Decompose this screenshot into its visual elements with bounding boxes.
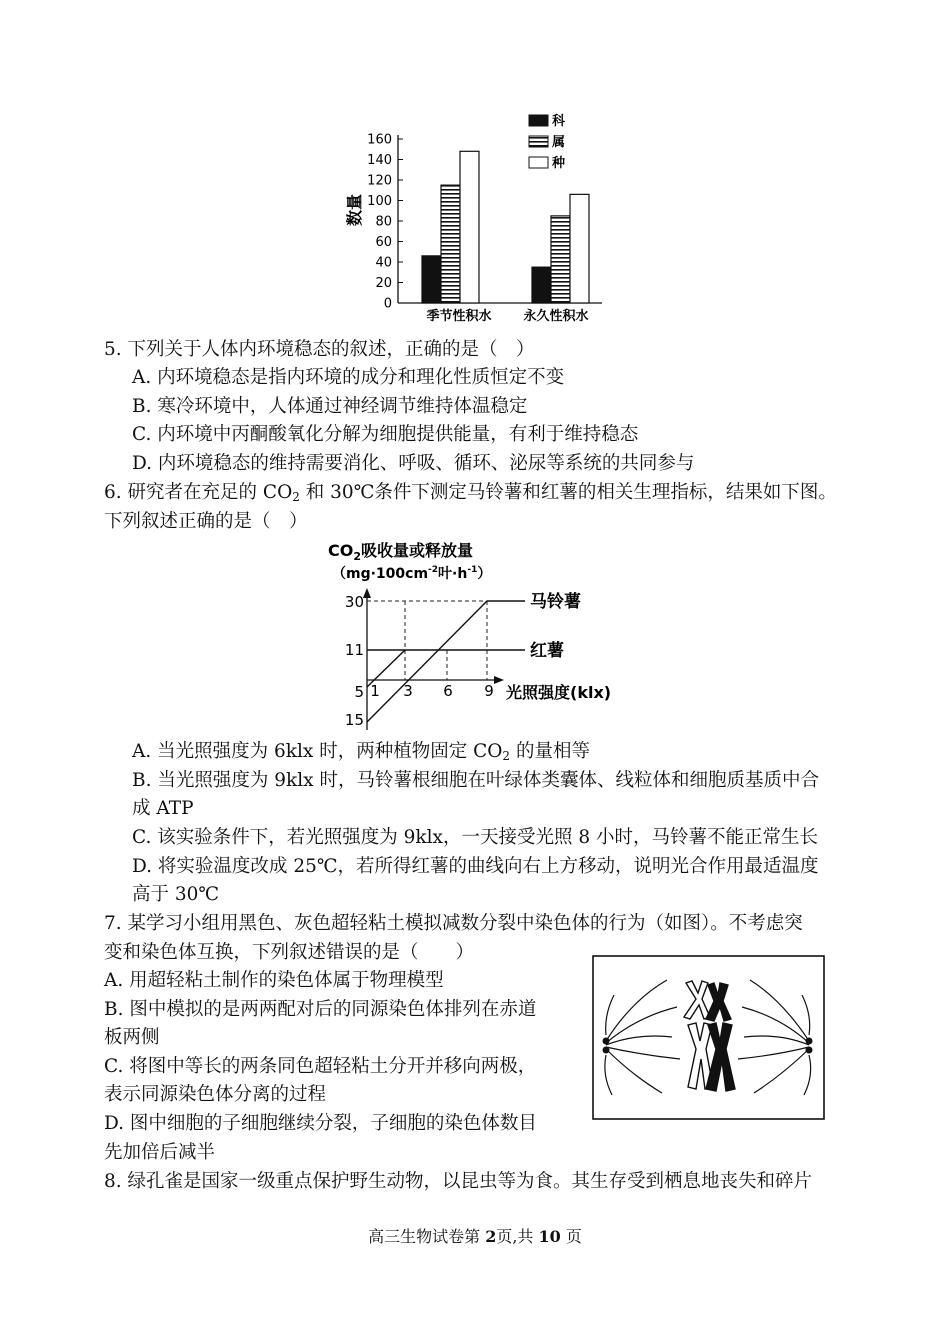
- bar-1-2: [570, 194, 589, 303]
- q7-stem-line2: 变和染色体互换，下列叙述错误的是（ ）: [104, 942, 475, 963]
- y-label-5: 5: [354, 683, 364, 701]
- q6-stem-line2: 下列叙述正确的是（ ）: [104, 511, 308, 532]
- graph-title: $CO_2$吸收量或释放量: [328, 541, 474, 563]
- q7-stem-line1: 7. 某学习小组用黑色、灰色超轻粘土模拟减数分裂中染色体的行为（如图）。不考虑突: [104, 913, 803, 934]
- sweet-potato-label: 红薯: [530, 641, 564, 661]
- graph-x-label: 光照强度(klx): [506, 683, 612, 702]
- x-label-1: 1: [370, 682, 380, 700]
- q5-option-d: D. 内环境稳态的维持需要消化、呼吸、循环、泌尿等系统的共同参与: [132, 453, 695, 474]
- page-footer: 高三生物试卷第 2页,共 10 页: [368, 1227, 582, 1246]
- bar-1-1: [551, 216, 570, 303]
- q6-option-b-line2: 成 ATP: [132, 798, 194, 819]
- q7-option-d-line2: 先加倍后减半: [104, 1142, 216, 1163]
- y-tick-label: 80: [375, 214, 392, 230]
- legend: [529, 113, 566, 171]
- bar-1-0: [532, 267, 551, 303]
- footer-page-number: 2: [485, 1227, 497, 1246]
- q5-stem: 5. 下列关于人体内环境稳态的叙述，正确的是（ ）: [104, 339, 535, 360]
- graph-y-arrow: [363, 588, 371, 598]
- x-label-6: 6: [443, 682, 453, 700]
- y-tick-label: 20: [375, 276, 392, 291]
- q6-option-d-line1: D. 将实验温度改成 25℃，若所得红薯的曲线向右上方移动，说明光合作用最适温度: [132, 856, 819, 877]
- legend-swatch-ke: [529, 115, 548, 126]
- y-tick-label: 120: [367, 173, 392, 189]
- footer-total-pages: 10: [538, 1227, 561, 1246]
- y-axis-label: 数量: [345, 193, 364, 227]
- y-tick-label: 60: [375, 235, 392, 250]
- bar-chart: [330, 105, 630, 330]
- q6-option-b-line1: B. 当光照强度为 9klx 时，马铃薯根细胞在叶绿体类囊体、线粒体和细胞质基质中合: [132, 770, 819, 791]
- y-label-11: 11: [344, 641, 364, 659]
- q7-option-c-line1: C. 将图中等长的两条同色超轻粘土分开并移向两极，: [104, 1056, 537, 1077]
- y-tick-label: 160: [367, 132, 392, 148]
- potato-rise: [367, 601, 487, 722]
- y-tick-label: 40: [375, 255, 392, 271]
- graph-x-arrow: [494, 676, 504, 684]
- category-label-0: 季节性积水: [426, 309, 492, 324]
- legend-label-shu: 属: [552, 135, 566, 150]
- legend-swatch-zhong: [529, 157, 548, 168]
- q6-option-a: A. 当光照强度为 6klx 时，两种植物固定 $CO_2$ 的量相等: [132, 741, 590, 763]
- legend-label-ke: 科: [552, 114, 566, 129]
- y-tick-label: 140: [367, 153, 392, 168]
- bar-0-0: [422, 256, 441, 303]
- q6-option-c: C. 该实验条件下，若光照强度为 9klx，一天接受光照 8 小时，马铃薯不能正常生长: [132, 827, 819, 848]
- guide-lines: [367, 601, 487, 680]
- y-label-30: 30: [344, 593, 364, 611]
- q6-stem-line1: 6. 研究者在充足的 $CO_2$ 和 30℃条件下测定马铃薯和红薯的相关生理指标，结果如下图。: [104, 482, 837, 504]
- potato-label: 马铃薯: [530, 592, 581, 612]
- q7-option-c-line2: 表示同源染色体分离的过程: [104, 1084, 327, 1105]
- q7-option-b-line2: 板两侧: [104, 1027, 160, 1048]
- photosynthesis-graph: [320, 538, 640, 738]
- q6-option-d-line2: 高于 30℃: [132, 884, 220, 905]
- q7-option-d-line1: D. 图中细胞的子细胞继续分裂，子细胞的染色体数目: [104, 1113, 537, 1134]
- legend-label-zhong: 种: [552, 156, 566, 171]
- q5-option-a: A. 内环境稳态是指内环境的成分和理化性质恒定不变: [132, 367, 565, 388]
- q5-option-b: B. 寒冷环境中，人体通过神经调节维持体温稳定: [132, 396, 528, 417]
- category-label-1: 永久性积水: [523, 309, 589, 324]
- x-label-3: 3: [403, 682, 413, 700]
- q7-option-a: A. 用超轻粘土制作的染色体属于物理模型: [104, 970, 444, 991]
- q7-option-b-line1: B. 图中模拟的是两两配对后的同源染色体排列在赤道: [104, 999, 537, 1020]
- y-tick-label: 0: [383, 296, 392, 312]
- graph-unit: （$mg\cdot 100cm^{-2}$叶$\cdot h^{-1}$）: [332, 565, 492, 582]
- q5-option-c: C. 内环境中丙酮酸氧化分解为细胞提供能量，有利于维持稳态: [132, 424, 639, 445]
- q8-stem-line1: 8. 绿孔雀是国家一级重点保护野生动物，以昆虫等为食。其生存受到栖息地丧失和碎片: [104, 1171, 813, 1192]
- bar-0-2: [460, 151, 479, 303]
- legend-swatch-shu: [529, 136, 548, 147]
- meiosis-cell-figure: [592, 955, 825, 1120]
- y-label-15: 15: [344, 711, 364, 729]
- bar-0-1: [441, 185, 460, 303]
- y-tick-label: 100: [367, 194, 392, 209]
- x-label-9: 9: [484, 682, 494, 700]
